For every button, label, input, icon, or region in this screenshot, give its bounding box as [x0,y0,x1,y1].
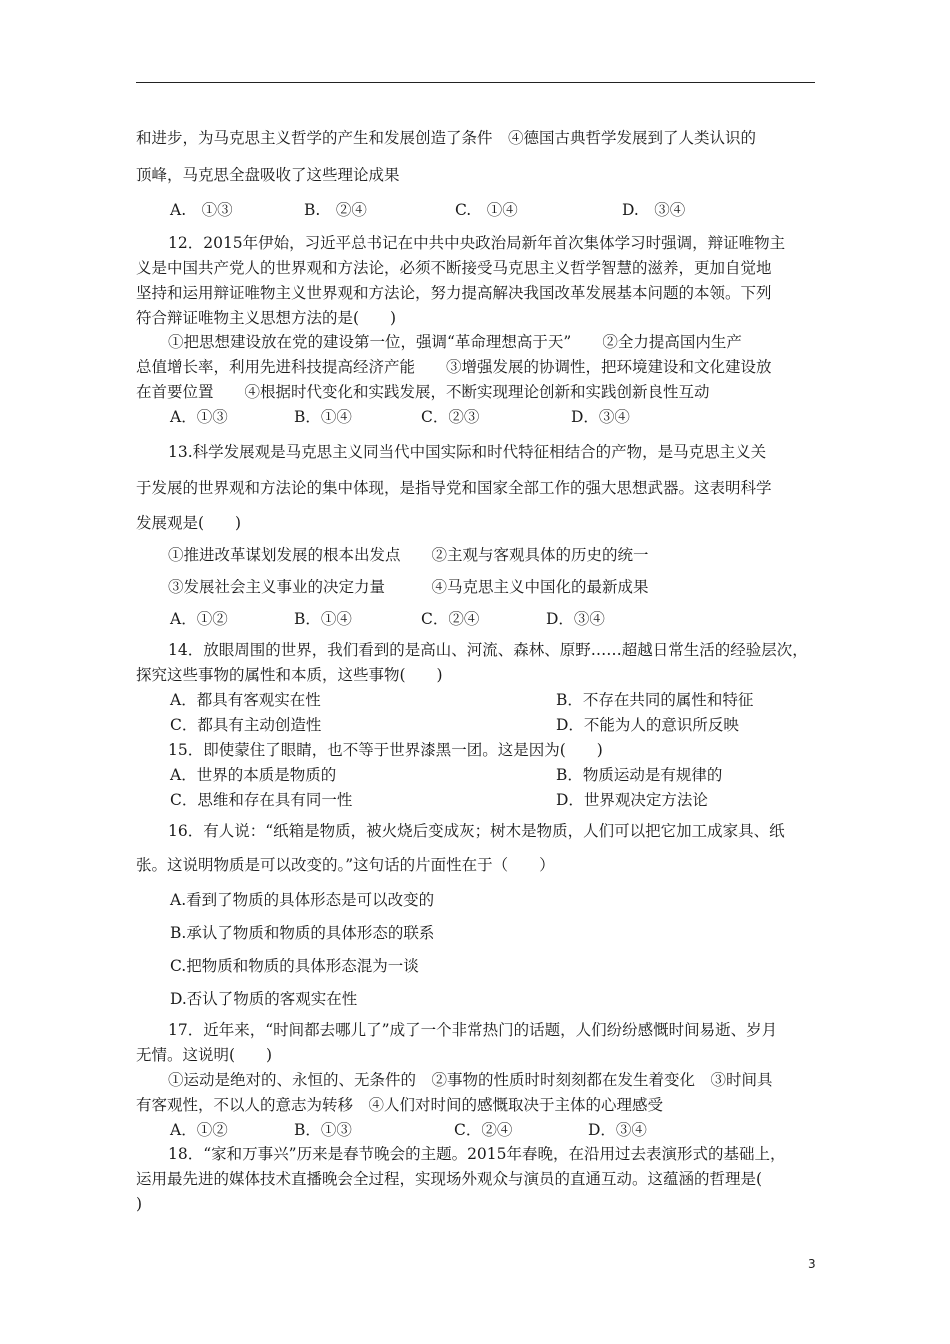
option-d: D. ③④ [622,201,686,219]
question-12-statement: ①把思想建设放在党的建设第一位，强调“革命理想高于天” ②全力提高国内生产 [168,333,742,351]
option-a: A. ①③ [170,201,233,219]
question-12-text: 坚持和运用辩证唯物主义世界观和方法论，努力提高解决我国改革发展基本问题的本领。下列 [136,284,772,302]
option-b: B．不存在共同的属性和特征 [556,691,754,709]
option-c: C．②④ [454,1121,513,1139]
question-14-text: 14．放眼周围的世界，我们看到的是高山、河流、森林、原野……超越日常生活的经验层次， [168,641,808,659]
question-15-text: 15．即使蒙住了眼睛，也不等于世界漆黑一团。这是因为( ) [168,741,603,759]
question-16-text: 张。这说明物质是可以改变的。”这句话的片面性在于（ ） [136,856,555,874]
question-17-statement: 有客观性，不以人的意志为转移 ④人们对时间的感慨取决于主体的心理感受 [136,1096,664,1114]
question-12-statement: 总值增长率，利用先进科技提高经济产能 ③增强发展的协调性，把环境建设和文化建设放 [136,358,772,376]
option-a: A.看到了物质的具体形态是可以改变的 [170,891,435,909]
option-a: A．①② [170,1121,228,1139]
question-13-text: 于发展的世界观和方法论的集中体现，是指导党和国家全部工作的强大思想武器。这表明科学 [136,479,772,497]
question-13-text: 13.科学发展观是马克思主义同当代中国实际和时代特征相结合的产物，是马克思主义关 [168,443,767,461]
option-d: D．③④ [546,610,605,628]
question-16-text: 16．有人说：“纸箱是物质，被火烧后变成灰；树木是物质，人们可以把它加工成家具、纸 [168,822,785,840]
option-c: C. ①④ [455,201,518,219]
option-c: C．②④ [421,610,480,628]
option-a: A．都具有客观实在性 [170,691,321,709]
page-number: 3 [808,1257,816,1271]
question-13-statement: ③发展社会主义事业的决定力量 ④马克思主义中国化的最新成果 [168,578,649,596]
question-14-text: 探究这些事物的属性和本质，这些事物( ) [136,666,443,684]
question-18-text: 18．“家和万事兴”历来是春节晚会的主题。2015年春晚，在沿用过去表演形式的基础上， [168,1145,786,1163]
question-17-statement: ①运动是绝对的、永恒的、无条件的 ②事物的性质时时刻刻都在发生着变化 ③时间具 [168,1071,773,1089]
option-d: D．③④ [571,408,630,426]
option-b: B. ②④ [304,201,367,219]
question-18-text: 运用最先进的媒体技术直播晚会全过程，实现场外观众与演员的直通互动。这蕴涵的哲理是( [136,1170,763,1188]
option-d: D.否认了物质的客观实在性 [170,990,358,1008]
question-12-statement: 在首要位置 ④根据时代变化和实践发展，不断实现理论创新和实践创新良性互动 [136,383,710,401]
option-c: C．②③ [421,408,480,426]
option-d: D．③④ [588,1121,647,1139]
option-b: B．①④ [294,408,352,426]
header-rule [136,82,815,83]
continuation-line: 和进步，为马克思主义哲学的产生和发展创造了条件 ④德国古典哲学发展到了人类认识的 [136,129,757,147]
question-18-text: ) [136,1195,143,1213]
option-c: C．思维和存在具有同一性 [170,791,353,809]
continuation-line: 顶峰，马克思全盘吸收了这些理论成果 [136,166,400,184]
question-17-text: 17．近年来，“时间都去哪儿了”成了一个非常热门的话题，人们纷纷感慨时间易逝、岁月 [168,1021,778,1039]
option-a: A．①③ [170,408,228,426]
option-b: B．①④ [294,610,352,628]
option-d: D．不能为人的意识所反映 [556,716,739,734]
question-17-text: 无情。这说明( ) [136,1046,273,1064]
question-12-text: 符合辩证唯物主义思想方法的是( ) [136,309,397,327]
question-13-text: 发展观是( ) [136,514,242,532]
option-a: A．世界的本质是物质的 [170,766,337,784]
question-12-text: 义是中国共产党人的世界观和方法论，必须不断接受马克思主义哲学智慧的滋养，更加自觉地 [136,259,772,277]
option-b: B．①③ [294,1121,352,1139]
option-c: C.把物质和物质的具体形态混为一谈 [170,957,419,975]
option-b: B.承认了物质和物质的具体形态的联系 [170,924,435,942]
option-d: D．世界观决定方法论 [556,791,708,809]
option-c: C．都具有主动创造性 [170,716,322,734]
option-b: B．物质运动是有规律的 [556,766,723,784]
question-12-text: 12．2015年伊始，习近平总书记在中共中央政治局新年首次集体学习时强调，辩证唯物主 [168,234,786,252]
option-a: A．①② [170,610,228,628]
question-13-statement: ①推进改革谋划发展的根本出发点 ②主观与客观具体的历史的统一 [168,546,649,564]
